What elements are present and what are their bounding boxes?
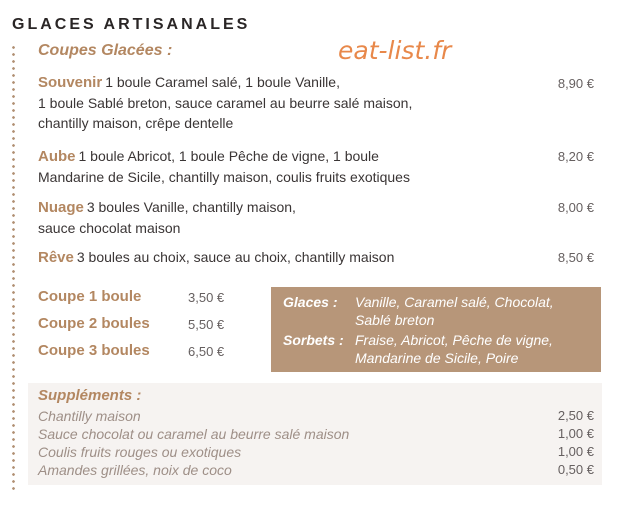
supplement-price: 1,00 €	[557, 426, 594, 441]
coupe-1-boule-label: Coupe 1 boule	[38, 288, 142, 305]
item-price: 8,50 €	[557, 250, 594, 265]
item-desc-line: Mandarine de Sicile, chantilly maison, coulis fruits exotiques	[38, 169, 410, 185]
supplement-price: 1,00 €	[557, 444, 594, 459]
coupe-2-boules-label: Coupe 2 boules	[38, 315, 150, 332]
supplement-label: Amandes grillées, noix de coco	[38, 462, 232, 478]
supplement-label: Coulis fruits rouges ou exotiques	[38, 444, 242, 460]
item-desc-line: sauce chocolat maison	[38, 220, 181, 236]
menu-title: GLACES ARTISANALES	[12, 16, 251, 33]
supplement-price: 0,50 €	[557, 462, 594, 477]
sorbets-label: Sorbets :	[283, 332, 344, 348]
item-desc-line: chantilly maison, crêpe dentelle	[38, 115, 234, 131]
menu-item-nuage	[38, 197, 438, 238]
flavor-box	[271, 287, 601, 372]
coupe-3-boules-label: Coupe 3 boules	[38, 342, 150, 359]
coupes-glacees-heading: Coupes Glacées :	[38, 42, 173, 59]
glaces-label: Glaces :	[283, 294, 338, 310]
coupe-1-boule-price: 3,50 €	[188, 290, 225, 305]
sorbets-line: Fraise, Abricot, Pêche de vigne,	[355, 332, 553, 348]
item-price: 8,00 €	[557, 200, 594, 215]
watermark: eat-list.fr	[338, 36, 452, 65]
supplements-heading: Suppléments :	[38, 387, 142, 404]
sorbets-line: Mandarine de Sicile, Poire	[355, 350, 519, 366]
item-name: Rêve	[38, 249, 74, 266]
coupe-2-boules-price: 5,50 €	[188, 317, 225, 332]
supplement-label: Sauce chocolat ou caramel au beurre salé maison	[38, 426, 350, 442]
supplement-label: Chantilly maison	[38, 408, 141, 424]
supplement-row	[38, 444, 594, 460]
item-desc-line: 1 boule Abricot, 1 boule Pêche de vigne, 1 boule	[78, 148, 379, 164]
item-name: Nuage	[38, 199, 84, 216]
menu-item-souvenir	[38, 72, 438, 133]
item-price: 8,20 €	[557, 149, 594, 164]
item-price: 8,90 €	[557, 76, 594, 91]
item-desc-line: 3 boules Vanille, chantilly maison,	[86, 199, 296, 215]
supplement-row	[38, 426, 594, 442]
item-desc-line: 1 boule Caramel salé, 1 boule Vanille,	[105, 74, 340, 90]
coupe-3-boules-price: 6,50 €	[188, 344, 225, 359]
item-desc-line: 1 boule Sablé breton, sauce caramel au beurre salé maison,	[38, 95, 413, 111]
glaces-group	[283, 293, 591, 329]
dotted-divider	[12, 44, 15, 494]
item-desc-line: 3 boules au choix, sauce au choix, chantilly maison	[76, 249, 395, 265]
supplement-row	[38, 408, 594, 424]
glaces-line: Vanille, Caramel salé, Chocolat,	[355, 294, 554, 310]
item-name: Aube	[38, 148, 76, 165]
supplement-row	[38, 462, 594, 478]
sorbets-group	[283, 331, 591, 367]
supplement-price: 2,50 €	[557, 408, 594, 423]
menu-item-aube	[38, 146, 458, 187]
supplements-panel	[28, 383, 602, 485]
menu-item-reve	[38, 247, 458, 268]
item-name: Souvenir	[38, 74, 103, 91]
glaces-line: Sablé breton	[355, 312, 435, 328]
